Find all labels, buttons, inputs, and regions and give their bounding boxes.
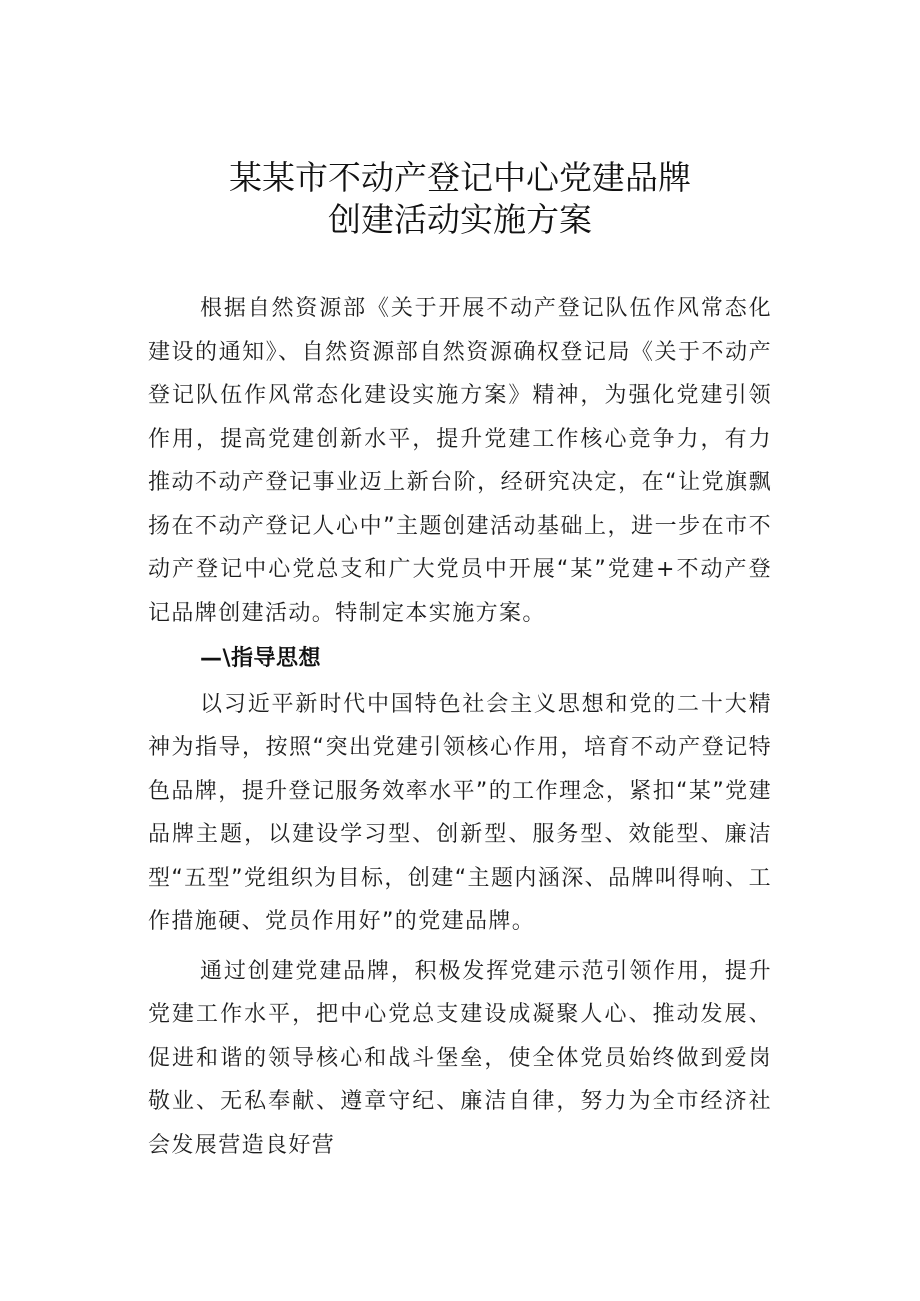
guiding-ideology-paragraph: 以习近平新时代中国特色社会主义思想和党的二十大精神为指导，按照“突出党建引领核心作用，培育不动产登记特色品牌，提升登记服务效率水平”的工作理念，紧扣“某”党建品牌主题，以建设学习型、创新型、服务型、效能型、廉洁型“五型”党组织为目标，创建“主题内涵深、品牌叫得响、工作措施硬、党员作用好”的党建品牌。 <box>148 691 772 934</box>
intro-paragraph: 根据自然资源部《关于开展不动产登记队伍作风常态化建设的通知》、自然资源部自然资源确权登记局《关于不动产登记队伍作风常态化建设实施方案》精神，为强化党建引领作用，提高党建创新水平，提升党建工作核心竞争力，有力推动不动产登记事业迈上新台阶，经研究决定，在“让党旗飘扬在不动产登记人心中”主题创建活动基础上，进一步在市不动产登记中心党总支和广大党员中开展“某”党建+不动产登记品牌创建活动。特制定本实施方案。 <box>148 296 772 626</box>
goal-paragraph: 通过创建党建品牌，积极发挥党建示范引领作用，提升党建工作水平，把中心党总支建设成凝聚人心、推动发展、促进和谐的领导核心和战斗堡垒，使全体党员始终做到爱岗敬业、无私奉献、遵章守纪、廉洁自律，努力为全市经济社会发展营造良好营 <box>148 958 772 1158</box>
document-title-line-2: 创建活动实施方案 <box>328 200 592 239</box>
section-heading-guiding-ideology: —\指导思想 <box>200 646 322 671</box>
document-body <box>148 287 772 1167</box>
document-title-line-1: 某某市不动产登记中心党建品牌 <box>229 158 691 197</box>
